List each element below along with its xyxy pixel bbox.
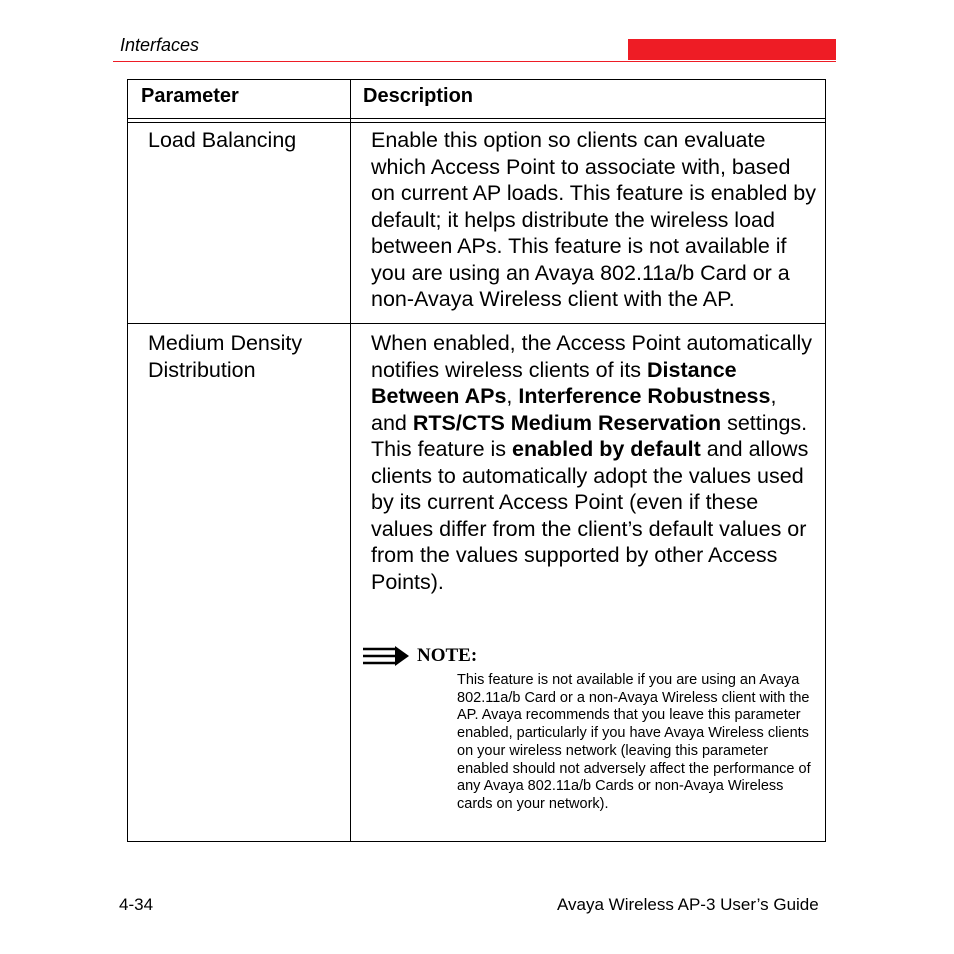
guide-title: Avaya Wireless AP-3 User’s Guide [557, 895, 819, 914]
bold-term-rts-cts: RTS/CTS Medium Reservation [412, 410, 722, 435]
note-arrow-icon [362, 644, 412, 668]
desc-medium-density-distribution: When enabled, the Access Point automatically notifies wireless clients of its Distance Between APs, Interference Robustness, and RTS/CTS Medium Reservation settings. This feature is enabled by default and allows clients to automatically adopt the values used by its current Access Point (even if these values differ from the client’s default values or from the values supported by other Access Points). [371, 331, 813, 594]
column-divider [350, 80, 351, 841]
column-header-description: Description [363, 85, 474, 107]
row-divider [128, 323, 825, 324]
header-divider-bottom [128, 122, 825, 123]
desc-load-balancing: Enable this option so clients can evaluate which Access Point to associate with, based on current AP loads. This feature is enabled by default; it helps distribute the wireless load between APs. This feature is not available if you are using an Avaya 802.11a/b Card or a non-Avaya Wireless client with the AP. [371, 128, 817, 311]
header-divider-top [128, 118, 825, 119]
page-number: 4-34 [119, 895, 154, 914]
bold-term-distance: Distance Between APs [371, 357, 737, 408]
header-rule [113, 61, 836, 62]
bold-term-interference: Interference Robustness [518, 384, 771, 408]
header-accent-bar [628, 39, 836, 60]
parameter-table [127, 79, 826, 842]
running-header-title: Interfaces [120, 35, 200, 55]
param-load-balancing: Load Balancing [148, 128, 297, 152]
note-label: NOTE: [417, 645, 478, 666]
bold-term-enabled-default: enabled by default [512, 437, 701, 461]
column-header-parameter: Parameter [141, 85, 239, 107]
param-medium-density-distribution: Medium Density Distribution [148, 331, 303, 382]
note-text: This feature is not available if you are using an Avaya 802.11a/b Card or a non-Avaya Wireless client with the AP. Avaya recommends that you leave this parameter enabled, particularly if you have Avaya Wireless clients on your wireless network (leaving this parameter enabled should not adversely affect the performance of any Avaya 802.11a/b Cards or non-Avaya Wireless cards on your network). [457, 672, 811, 812]
